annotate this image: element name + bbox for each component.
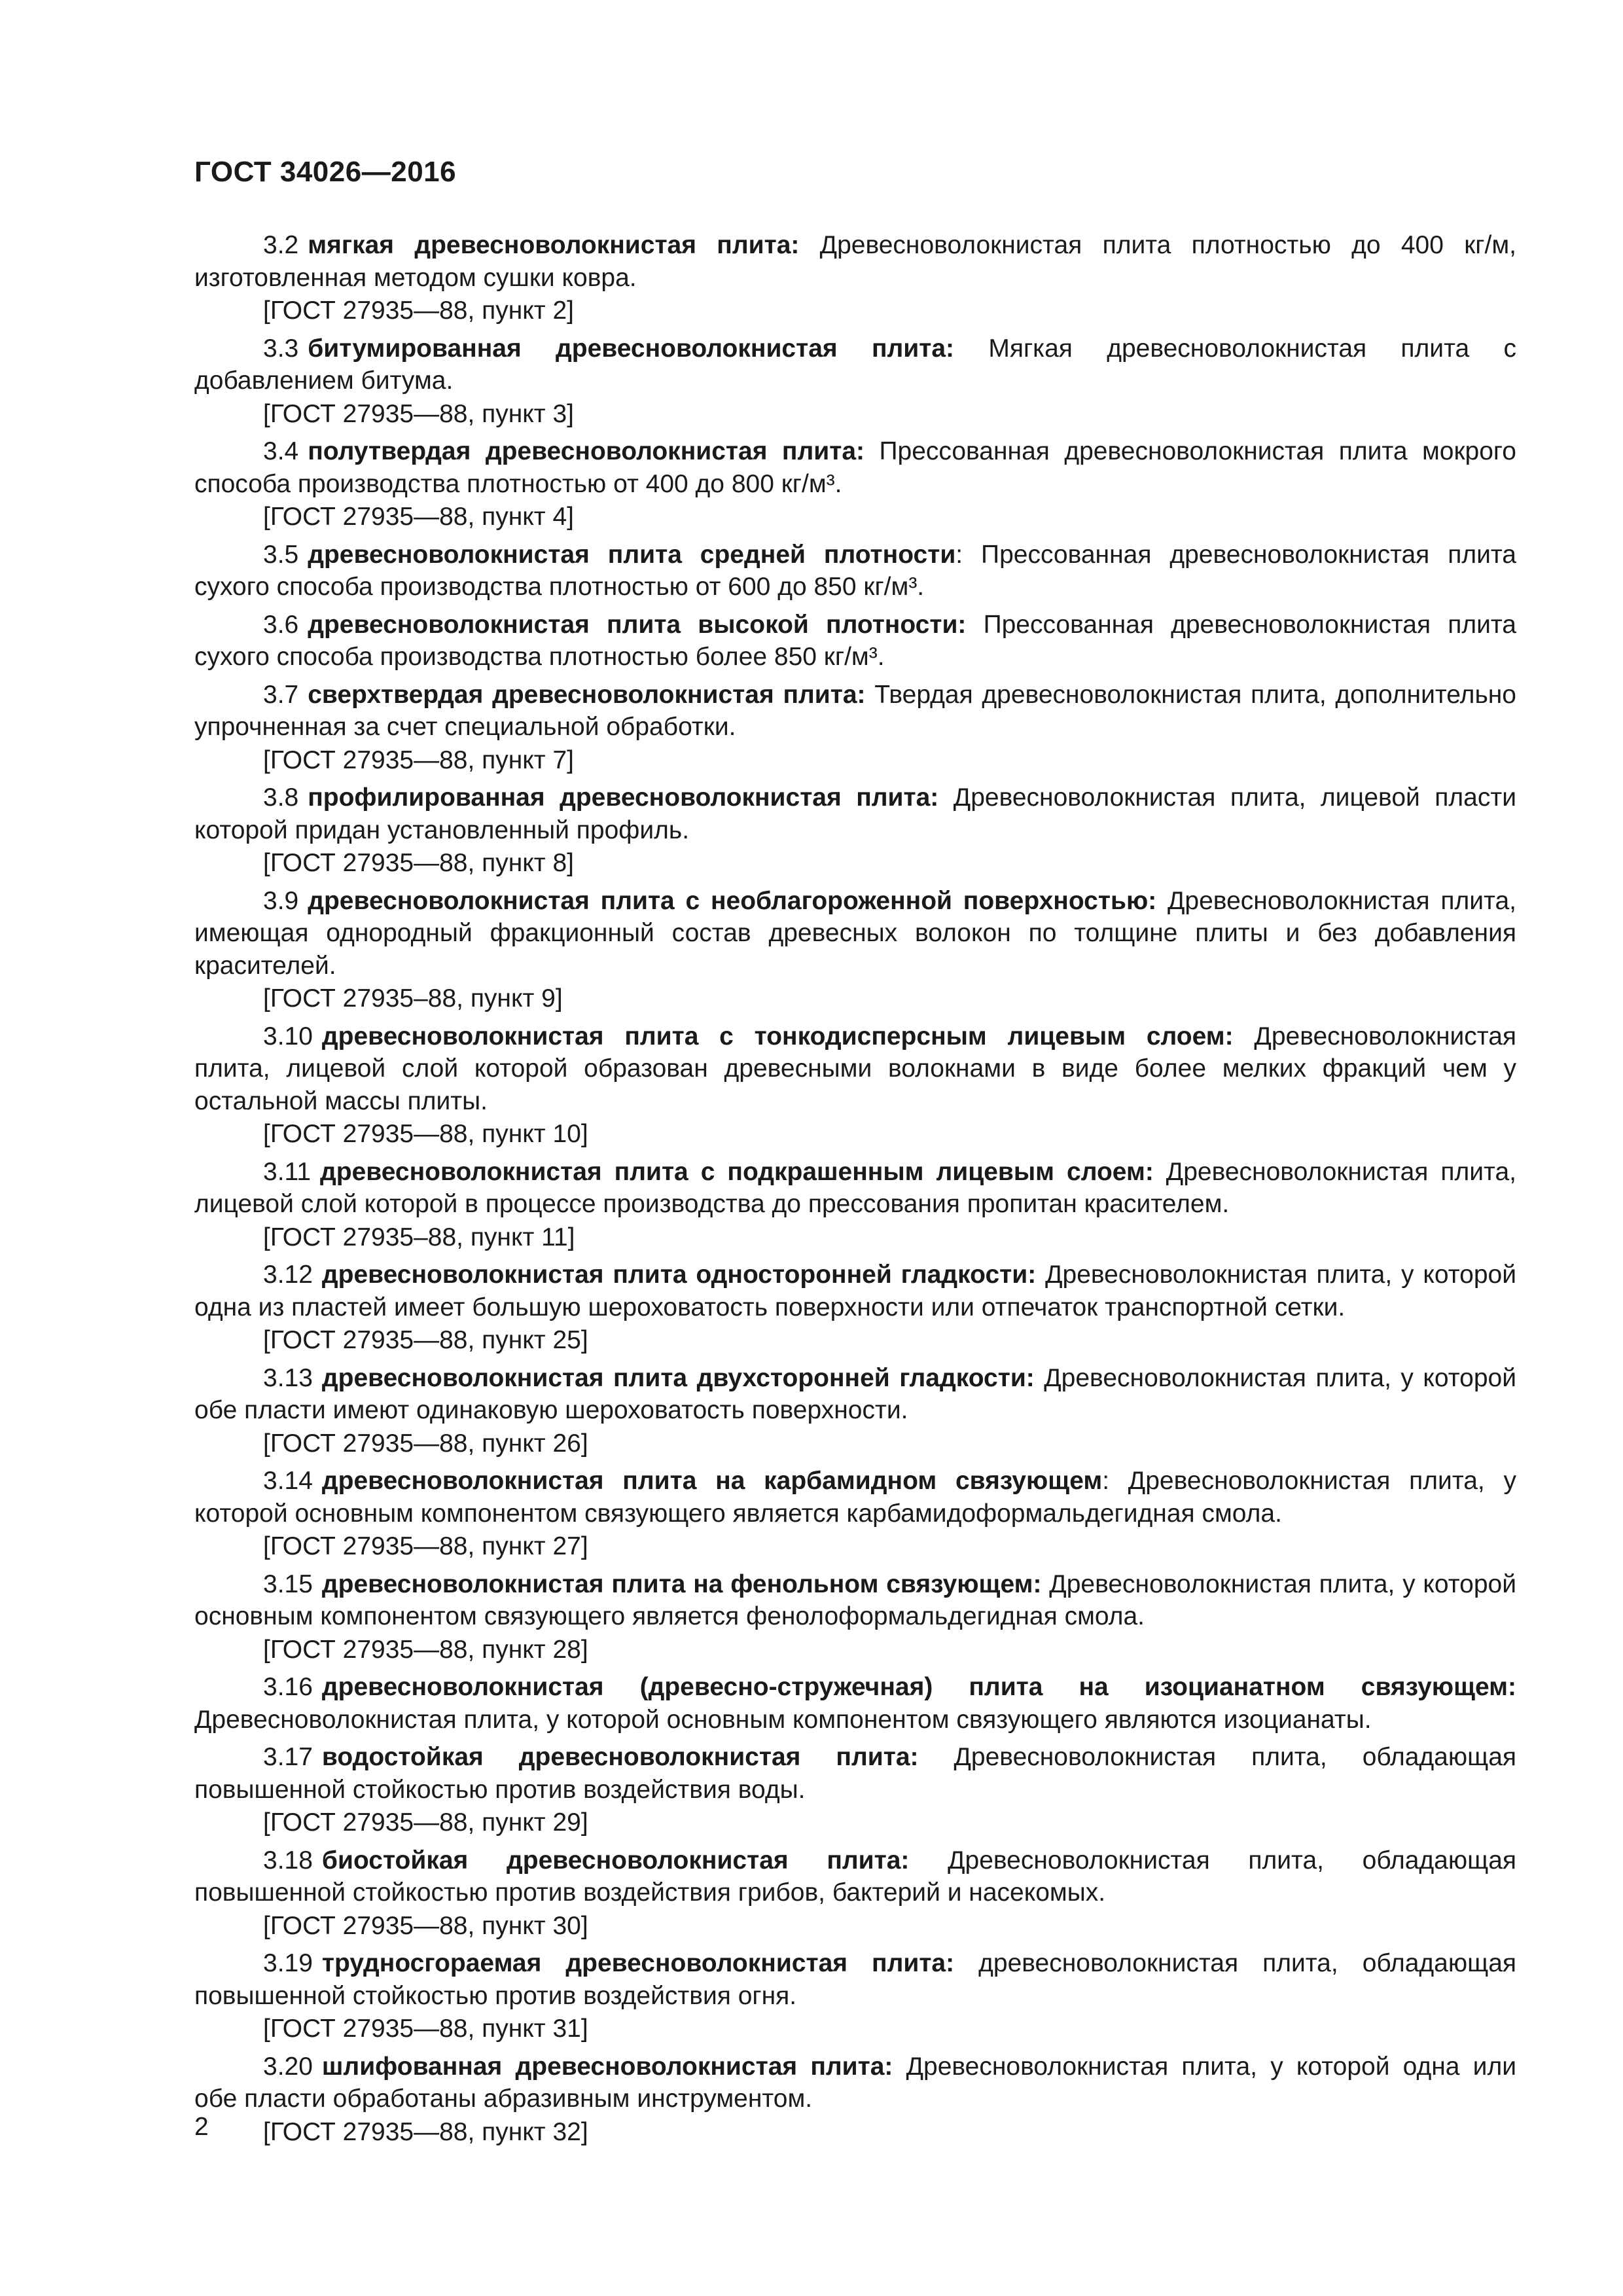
term-paragraph [194, 1844, 1516, 1909]
term-paragraph [194, 1259, 1516, 1323]
term-number: 3.13 [263, 1363, 313, 1392]
term-name: древесноволокнистая плита на фенольном связующем: [321, 1570, 1042, 1598]
term-number: 3.2 [263, 231, 299, 259]
page-number: 2 [194, 2113, 209, 2141]
term-source-reference: [ГОСТ 27935—88, пункт 29] [263, 1808, 588, 1837]
term-definition: : Древесноволокнистая плита, у которой основным компонентом связующего является карбамидоформальдегидная смола. [194, 1467, 1517, 1528]
term-paragraph [194, 1020, 1516, 1118]
term-name: древесноволокнистая плита с подкрашенным лицевым слоем: [320, 1157, 1154, 1186]
term-name: полутвердая древесноволокнистая плита: [308, 437, 865, 465]
term-definition: Твердая древесноволокнистая плита, дополнительно упрочненная за счет специальной обработки. [194, 680, 1516, 741]
term-number: 3.12 [263, 1261, 313, 1289]
term-source-reference: [ГОСТ 27935—88, пункт 26] [263, 1429, 588, 1458]
term-source-reference: [ГОСТ 27935—88, пункт 30] [263, 1911, 588, 1940]
term-entry [194, 1362, 1516, 1460]
term-entry [194, 1156, 1516, 1254]
term-paragraph [194, 1741, 1516, 1806]
term-entry [194, 1671, 1516, 1736]
term-name: биостойкая древесноволокнистая плита: [321, 1846, 910, 1874]
term-definition: : Прессованная древесноволокнистая плита сухого способа производства плотностью от 600 до 850 кг/м³. [194, 540, 1516, 601]
term-definition: Древесноволокнистая плита, обладающая повышенной стойкостью против воздействия грибов, бактерий и насекомых. [194, 1846, 1516, 1907]
term-source-reference: [ГОСТ 27935–88, пункт 9] [263, 984, 563, 1013]
term-entry [194, 1568, 1516, 1666]
term-entry [194, 229, 1516, 327]
term-entry [194, 1465, 1516, 1563]
term-entry [194, 539, 1516, 603]
document-header: ГОСТ 34026—2016 [194, 156, 457, 188]
term-name: древесноволокнистая плита односторонней гладкости: [321, 1261, 1037, 1289]
term-source-reference: [ГОСТ 27935—88, пункт 25] [263, 1326, 588, 1354]
term-name: мягкая древесноволокнистая плита: [308, 231, 800, 259]
term-source-reference: [ГОСТ 27935—88, пункт 10] [263, 1120, 588, 1148]
term-source-reference: [ГОСТ 27935—88, пункт 27] [263, 1532, 588, 1560]
term-number: 3.14 [263, 1467, 313, 1495]
term-entry [194, 1020, 1516, 1151]
term-name: профилированная древесноволокнистая плита: [308, 783, 939, 812]
term-name: водостойкая древесноволокнистая плита: [321, 1743, 919, 1771]
term-definition: Древесноволокнистая плита, у которой одна из пластей имеет большую шероховатость поверхности или отпечаток транспортной сетки. [194, 1261, 1516, 1321]
term-paragraph [194, 539, 1516, 603]
term-definition: Прессованная древесноволокнистая плита мокрого способа производства плотностью от 400 до 800 кг/м³. [194, 437, 1516, 498]
term-paragraph [194, 1156, 1516, 1221]
term-name: древесноволокнистая плита двухсторонней гладкости: [321, 1363, 1035, 1392]
term-definition: Древесноволокнистая плита, у которой одна или обе пласти обработаны абразивным инструментом. [194, 2052, 1516, 2113]
term-name: древесноволокнистая плита на карбамидном связующем [321, 1467, 1103, 1495]
term-name: трудносгораемая древесноволокнистая плита: [321, 1949, 955, 1977]
term-paragraph [194, 885, 1516, 982]
term-entry [194, 679, 1516, 777]
term-name: шлифованная древесноволокнистая плита: [321, 2052, 893, 2081]
term-source-reference: [ГОСТ 27935—88, пункт 32] [263, 2117, 588, 2146]
term-source-reference: [ГОСТ 27935—88, пункт 7] [263, 745, 575, 774]
term-definition: Древесноволокнистая плита, имеющая однородный фракционный состав древесных волокон по толщине плиты и без добавления красителей. [194, 886, 1516, 980]
term-definition: Древесноволокнистая плита, лицевой пласти которой придан установленный профиль. [194, 783, 1516, 844]
term-source-reference: [ГОСТ 27935—88, пункт 8] [263, 849, 575, 877]
term-number: 3.20 [263, 2052, 313, 2081]
term-number: 3.4 [263, 437, 299, 465]
term-paragraph [194, 609, 1516, 673]
term-source-reference: [ГОСТ 27935–88, пункт 11] [263, 1223, 575, 1251]
term-name: сверхтвердая древесноволокнистая плита: [308, 680, 866, 709]
term-number: 3.18 [263, 1846, 313, 1874]
term-source-reference: [ГОСТ 27935—88, пункт 28] [263, 1635, 588, 1664]
term-name: битумированная древесноволокнистая плита: [308, 334, 955, 363]
term-paragraph [194, 781, 1516, 846]
term-source-reference: [ГОСТ 27935—88, пункт 3] [263, 399, 575, 428]
term-entry [194, 1947, 1516, 2045]
term-entry [194, 1741, 1516, 1839]
term-name: древесноволокнистая (древесно-стружечная) плита на изоцианатном связующем: [321, 1673, 1516, 1701]
term-entry [194, 332, 1516, 431]
term-entry [194, 609, 1516, 673]
term-definition: Древесноволокнистая плита, у которой основным компонентом связующего является фенолоформальдегидная смола. [194, 1570, 1516, 1630]
term-definition: Древесноволокнистая плита, обладающая повышенной стойкостью против воздействия воды. [194, 1743, 1517, 1804]
term-paragraph [194, 1568, 1516, 1633]
term-entry [194, 1259, 1516, 1357]
term-number: 3.3 [263, 334, 299, 363]
term-number: 3.11 [263, 1157, 312, 1186]
term-entry [194, 2051, 1516, 2149]
term-number: 3.16 [263, 1673, 313, 1701]
term-number: 3.15 [263, 1570, 313, 1598]
term-number: 3.10 [263, 1022, 313, 1050]
term-number: 3.5 [263, 540, 299, 569]
term-number: 3.8 [263, 783, 299, 812]
term-name: древесноволокнистая плита средней плотности [308, 540, 956, 569]
term-definition: Древесноволокнистая плита, у которой обе пласти имеют одинаковую шероховатость поверхности. [194, 1363, 1516, 1424]
term-paragraph [194, 679, 1516, 744]
term-definition: Древесноволокнистая плита, лицевой слой которой образован древесными волокнами в виде более мелких фракций чем у остальной массы плиты. [194, 1022, 1517, 1115]
term-paragraph [194, 332, 1516, 397]
term-definition: Древесноволокнистая плита, лицевой слой которой в процессе производства до прессования пропитан красителем. [194, 1157, 1516, 1218]
term-definition: Мягкая древесноволокнистая плита с добавлением битума. [194, 334, 1517, 395]
term-entry [194, 1844, 1516, 1943]
term-entry [194, 885, 1516, 1015]
term-entry [194, 435, 1516, 533]
term-paragraph [194, 435, 1516, 500]
terms-list [194, 229, 1516, 2153]
term-name: древесноволокнистая плита высокой плотности: [308, 610, 967, 639]
term-definition: Прессованная древесноволокнистая плита сухого способа производства плотностью более 850 кг/м³. [194, 610, 1516, 671]
term-source-reference: [ГОСТ 27935—88, пункт 4] [263, 503, 575, 531]
term-entry [194, 781, 1516, 880]
term-paragraph [194, 1671, 1516, 1736]
term-name: древесноволокнистая плита с тонкодисперсным лицевым слоем: [321, 1022, 1234, 1050]
term-number: 3.17 [263, 1743, 313, 1771]
term-number: 3.6 [263, 610, 299, 639]
term-definition: древесноволокнистая плита, обладающая повышенной стойкостью против воздействия огня. [194, 1949, 1517, 2010]
term-number: 3.7 [263, 680, 299, 709]
term-paragraph [194, 229, 1516, 294]
term-paragraph [194, 1465, 1516, 1530]
term-definition: Древесноволокнистая плита, у которой основным компонентом связующего являются изоцианаты. [194, 1705, 1372, 1734]
term-paragraph [194, 2051, 1516, 2115]
term-definition: Древесноволокнистая плита плотностью до 400 кг/м, изготовленная методом сушки ковра. [194, 231, 1516, 292]
term-source-reference: [ГОСТ 27935—88, пункт 31] [263, 2015, 588, 2043]
term-number: 3.19 [263, 1949, 313, 1977]
term-paragraph [194, 1362, 1516, 1427]
term-number: 3.9 [263, 886, 299, 915]
term-source-reference: [ГОСТ 27935—88, пункт 2] [263, 296, 575, 325]
term-paragraph [194, 1947, 1516, 2012]
term-name: древесноволокнистая плита с необлагороженной поверхностью: [308, 886, 1157, 915]
